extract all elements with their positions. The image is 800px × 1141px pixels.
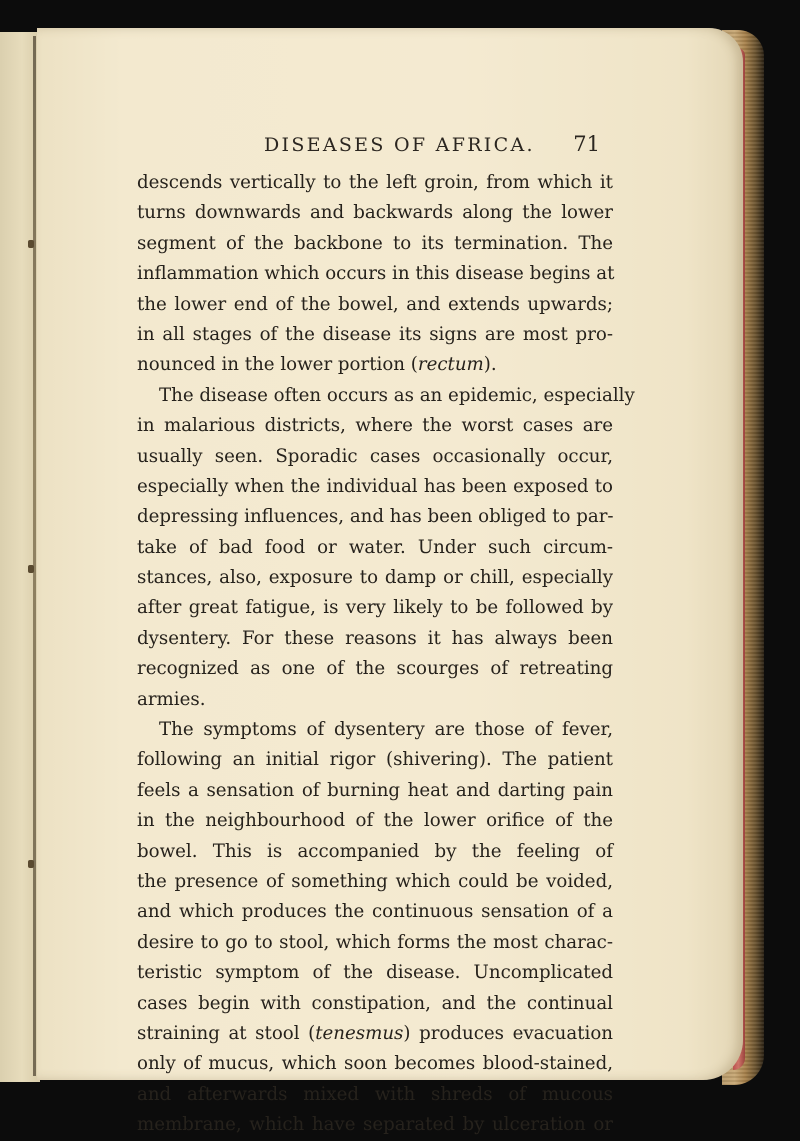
text-line: depressing influences, and has been obliged to par- [137, 506, 614, 528]
text-line: desire to go to stool, which forms the most charac- [137, 931, 613, 953]
binding-thread-mark [28, 240, 34, 248]
text-line: after great fatigue, is very likely to be followed by [137, 597, 613, 619]
text-line: teristic symptom of the disease. Uncomplicated [137, 962, 613, 984]
text-line: following an initial rigor (shivering). The patient [137, 749, 613, 771]
text-line: descends vertically to the left groin, from which it [137, 172, 613, 193]
text-line: inflammation which occurs in this disease begins at [137, 263, 615, 285]
text-line: in malarious districts, where the worst cases are [137, 415, 613, 437]
text-line: cases begin with constipation, and the continual [137, 992, 613, 1014]
gutter-shadow [33, 36, 36, 1076]
text-line: the presence of something which could be voided, [137, 870, 613, 892]
page-number: 71 [573, 132, 600, 156]
text-line: The disease often occurs as an epidemic, especially [159, 384, 635, 406]
running-head-title: DISEASES OF AFRICA. [264, 134, 535, 156]
text-line: recognized as one of the scourges of retreating [137, 658, 613, 680]
binding-thread-mark [28, 565, 34, 573]
text-line: turns downwards and backwards along the lower [137, 202, 613, 224]
text-line: armies. [137, 688, 206, 710]
text-line: and afterwards mixed with shreds of mucous [137, 1083, 613, 1105]
text-line: straining at stool (tenesmus) produces evacuation [137, 1022, 613, 1044]
text-line: in the neighbourhood of the lower orifice of the [137, 810, 613, 832]
text-line: nounced in the lower portion (rectum). [137, 354, 497, 376]
text-line: bowel. This is accompanied by the feeling of [137, 840, 613, 862]
text-line: segment of the backbone to its termination. The [137, 232, 613, 254]
text-line: feels a sensation of burning heat and darting pain [137, 779, 613, 801]
body-text [137, 168, 635, 1141]
text-line: take of bad food or water. Under such circum- [137, 536, 613, 558]
text-line: especially when the individual has been exposed to [137, 475, 613, 497]
text-line: dysentery. For these reasons it has always been [137, 627, 613, 649]
text-line: the lower end of the bowel, and extends upwards; [137, 293, 613, 315]
text-line: The symptoms of dysentery are those of fever, [159, 719, 613, 741]
text-line: in all stages of the disease its signs are most pro- [137, 323, 613, 345]
text-line: and which produces the continuous sensation of a [137, 901, 613, 923]
text-line: membrane, which have separated by ulceration or [137, 1114, 613, 1136]
text-line: only of mucus, which soon becomes blood-stained, [137, 1053, 613, 1075]
binding-thread-mark [28, 860, 34, 868]
text-line: stances, also, exposure to damp or chill, especially [137, 567, 613, 589]
text-line: usually seen. Sporadic cases occasionally occur, [137, 445, 613, 467]
running-head [137, 132, 600, 162]
